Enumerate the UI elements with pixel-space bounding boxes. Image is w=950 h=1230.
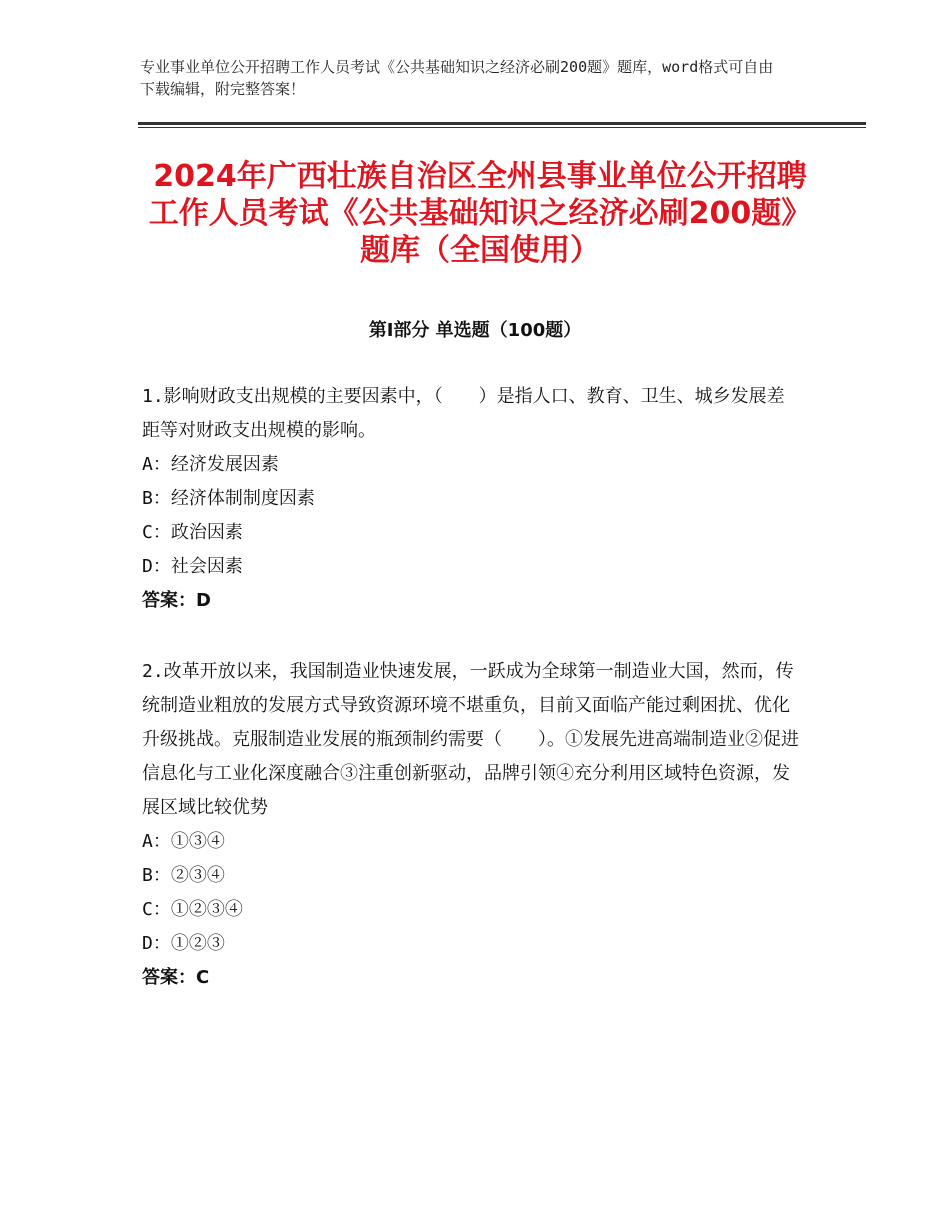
- option-c: C：①②③④: [142, 899, 243, 920]
- option-a: A：①③④: [142, 831, 225, 852]
- option-d: D：①②③: [142, 933, 225, 954]
- answer: 答案：D: [142, 590, 211, 611]
- document-title: 2024年广西壮族自治区全州县事业单位公开招聘工作人员考试《公共基础知识之经济必刷200题》题库（全国使用）: [148, 159, 812, 268]
- header-note: 专业事业单位公开招聘工作人员考试《公共基础知识之经济必刷200题》题库，word格式可自由下载编辑，附完整答案！: [140, 58, 774, 98]
- question-1: [142, 380, 802, 618]
- option-a: A：经济发展因素: [142, 454, 279, 475]
- answer: 答案：C: [142, 967, 210, 988]
- question-stem: 1.影响财政支出规模的主要因素中，（ ）是指人口、教育、卫生、城乡发展差距等对财政支出规模的影响。: [142, 386, 785, 441]
- option-b: B：②③④: [142, 865, 225, 886]
- header-divider: [138, 122, 866, 125]
- option-d: D：社会因素: [142, 556, 243, 577]
- header-divider-thin: [138, 127, 866, 128]
- question-stem: 2.改革开放以来，我国制造业快速发展，一跃成为全球第一制造业大国，然而，传统制造业粗放的发展方式导致资源环境不堪重负，目前又面临产能过剩困扰、优化升级挑战。克服制造业发展的瓶颈制约需要（ ）。①发展先进高端制造业②促进信息化与工业化深度融合③注重创新驱动，品牌引领④充分利用区域特色资源，发展区域比较优势: [142, 661, 799, 818]
- question-2: [142, 655, 802, 995]
- option-b: B：经济体制制度因素: [142, 488, 315, 509]
- option-c: C：政治因素: [142, 522, 243, 543]
- section-title: 第Ⅰ部分 单选题（100题）: [368, 320, 582, 341]
